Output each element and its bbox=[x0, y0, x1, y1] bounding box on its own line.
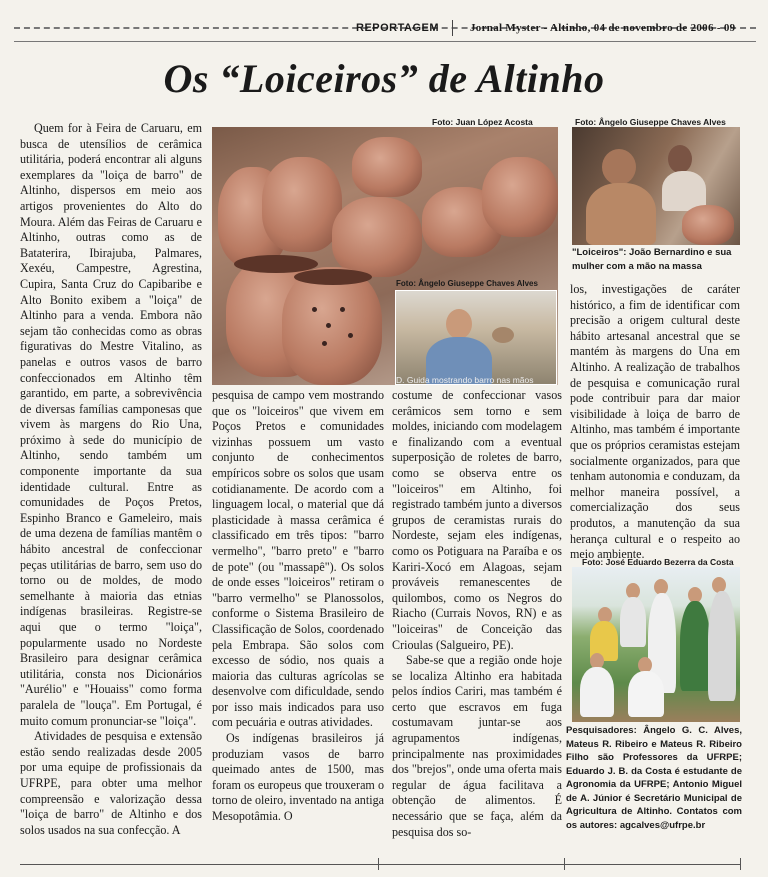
loiceiros-photo bbox=[572, 127, 740, 245]
hands-with-clay bbox=[492, 327, 514, 343]
researchers-photo bbox=[572, 567, 740, 722]
header-divider bbox=[452, 20, 453, 36]
guida-photo-caption: D. Guida mostrando barro nas mãos bbox=[396, 375, 534, 385]
researchers-photo-credit: Foto: José Eduardo Bezerra da Costa bbox=[582, 557, 734, 567]
woman-head bbox=[446, 309, 472, 339]
pot-hole bbox=[312, 307, 317, 312]
pot-hole bbox=[348, 333, 353, 338]
article-column-3 bbox=[392, 388, 562, 864]
header-rule-bottom bbox=[14, 41, 756, 42]
person-body bbox=[680, 601, 710, 691]
person-body bbox=[620, 597, 646, 647]
man-body bbox=[586, 183, 656, 245]
loiceiros-photo-caption: "Loiceiros": João Bernardino e sua mulher com a mão na massa bbox=[572, 247, 732, 272]
pots-photo-credit: Foto: Juan López Acosta bbox=[432, 117, 533, 127]
loiceiros-photo-credit: Foto: Ângelo Giuseppe Chaves Alves bbox=[575, 117, 726, 127]
paragraph: Quem for à Feira de Caruaru, em busca de utensílios de cerâmica utilitária, poderá encontrar ali alguns exemplares da "loiça de barro" de Altinho, dispersos em meio aos artigos provenientes do Alto do Moura. Além das Feiras de Caruaru e Altinho, outras como as de Bataterira, Ibirajuba, Palmares, Xexéu, Campestre, Agrestina, Cupira, Santa Cruz do Capibaribe e Alto Bonito exibem a "loiça" de Altinho para a venda. Embora não sejam tão conhecidas como as obras figurativas do Mestre Vitalino, as panelas e outros vasos de barro confeccionados em Altinho têm garantido, em parte, a sobrevivência de diversas famílias camponesas que vivem às margens do Rio Una, próximo à sede do município de Altinho, sendo também um componente importante da sua identidade cultural. Entre as comunidades de Poços Pretos, Espinho Branco e Gameleiro, mais de uma dezena de famílias mantêm o hábito ancestral de confeccionar peças utilitárias de barro, sem uso do torno ou de moldes, de modo semelhante à maioria das etnias indígenas brasileiras. Registre-se aqui que o termo "loiça", popularmente usado no Nordeste Brasileiro para designar cerâmica utilitária, consta nos Dicionários "Aurélio" e "Houaiss" como forma paralela de "louça". Em Portugal, é muito comum pronunciar-se "loiça". bbox=[20, 121, 202, 728]
clay-pot bbox=[482, 157, 558, 237]
paragraph: costume de confeccionar vasos cerâmicos sem torno e sem moldes, iniciando com modelagem e finalizando com a eventual superposição de roletes de barro, como se observa entre os "loiceiros" em Altinho, foi registrado também junto a diversos grupos de ceramistas rurais do Nordeste, sejam eles indígenas, como os Potiguara na Paraíba e os Kariri-Xocó em Alagoas, sejam prováveis remanescentes de quilombos, como os Negros do Riacho (Currais Novos, RN) e as "loiceiras" de Conceição das Crioulas (Salgueiro, PE). bbox=[392, 388, 562, 652]
article-column-1 bbox=[20, 121, 202, 861]
woman-head bbox=[668, 145, 692, 173]
researchers-photo-caption: Pesquisadores: Ângelo G. C. Alves, Mateus R. Ribeiro e Mateus R. Ribeiro Filho são Professores da UFRPE; Eduardo J. B. da Costa é estudante de Agronomia da UFRPE; Antonio Miguel de A. Júnior é Secretário Municipal de Agricultura de Altinho. Contatos com os autores: agcalves@ufrpe.br bbox=[566, 725, 742, 831]
guida-photo-credit: Foto: Ângelo Giuseppe Chaves Alves bbox=[396, 279, 538, 288]
person-body bbox=[708, 591, 736, 701]
clay-pot bbox=[332, 197, 422, 277]
paragraph: Atividades de pesquisa e extensão estão sendo realizadas desde 2005 por uma equipe de profissionais da UFRPE, para obter uma melhor compreensão e valorização dessa "loiça de barro" de Altinho e dos solos usados na sua confecção. A bbox=[20, 729, 202, 837]
article-title: Os “Loiceiros” de Altinho bbox=[163, 56, 605, 101]
clay-pot bbox=[262, 157, 342, 252]
footer-rule bbox=[20, 864, 740, 865]
pot-hole bbox=[322, 341, 327, 346]
clay-pot bbox=[682, 205, 734, 245]
footer-tick bbox=[564, 858, 565, 870]
journal-dateline: Jornal Myster - Altinho, 04 de novembro de 2006 - 09 bbox=[470, 22, 736, 34]
paragraph: los, investigações de caráter histórico, a fim de identificar com precisão a origem cultural deste hábito artesanal ancestral que se mantém às margens do Una em Altinho. A realização de trabalhos de pesquisa e comunicação rural pode contribuir para dar maior visibilidade à loiça de barro de Altinho, mas também é importante que os próprios ceramistas estejam socialmente organizados, para que tenham autonomia e conduzam, da melhor maneira possível, a comercialização dos seus produtos, a manutenção da sua herança cultural e o respeito ao meio ambiente. bbox=[570, 282, 740, 562]
man-head bbox=[602, 149, 636, 185]
paragraph: Os indígenas brasileiros já produziam vasos de barro queimado antes de 1500, mas foram os europeus que trouxeram o torno de oleiro, inventado na antiga Mesopotâmia. O bbox=[212, 731, 384, 824]
guida-photo bbox=[395, 290, 557, 385]
paragraph: pesquisa de campo vem mostrando que os "loiceiros" que vivem em Poços Pretos e comunidades vizinhas possuem um vasto conjunto de conhecimentos empíricos sobre os solos que usam cotidianamente. De acordo com a linguagem local, o material que dá plasticidade à massa cerâmica é classificado em três tipos: "barro vermelho", "barro preto" e "barro de pote" (ou "massapê"). Os solos de onde esses "loiceiros" retiram o "barro vermelho" se Planossolos, conforme o Sistema Brasileiro de Classificação de Solos, coordenado pela Embrapa. São solos com excesso de sódio, nos quais a maioria das culturas agrícolas se desenvolve com dificuldade, sendo por isso mais indicados para uso com pecuária e outras atividades. bbox=[212, 388, 384, 730]
person-body bbox=[628, 671, 664, 717]
paragraph: Sabe-se que a região onde hoje se localiza Altinho era habitada pelos índios Cariri, mas também é certo que escravos em fuga costumavam juntar-se aos agrupamentos indígenas, principalmente nas proximidades dos "brejos", onde uma oferta mais regular de água facilitava a obtenção de alimentos. É necessário que se faça, além da pesquisa dos so- bbox=[392, 653, 562, 839]
person-body bbox=[580, 667, 614, 717]
footer-tick bbox=[740, 858, 741, 870]
article-column-4 bbox=[570, 282, 740, 562]
pot-hole bbox=[340, 307, 345, 312]
footer-tick bbox=[378, 858, 379, 870]
article-column-2 bbox=[212, 388, 384, 864]
pot-hole bbox=[326, 323, 331, 328]
section-label: REPORTAGEM bbox=[356, 22, 440, 34]
pot-rim bbox=[294, 269, 372, 285]
clay-pot bbox=[352, 137, 422, 197]
